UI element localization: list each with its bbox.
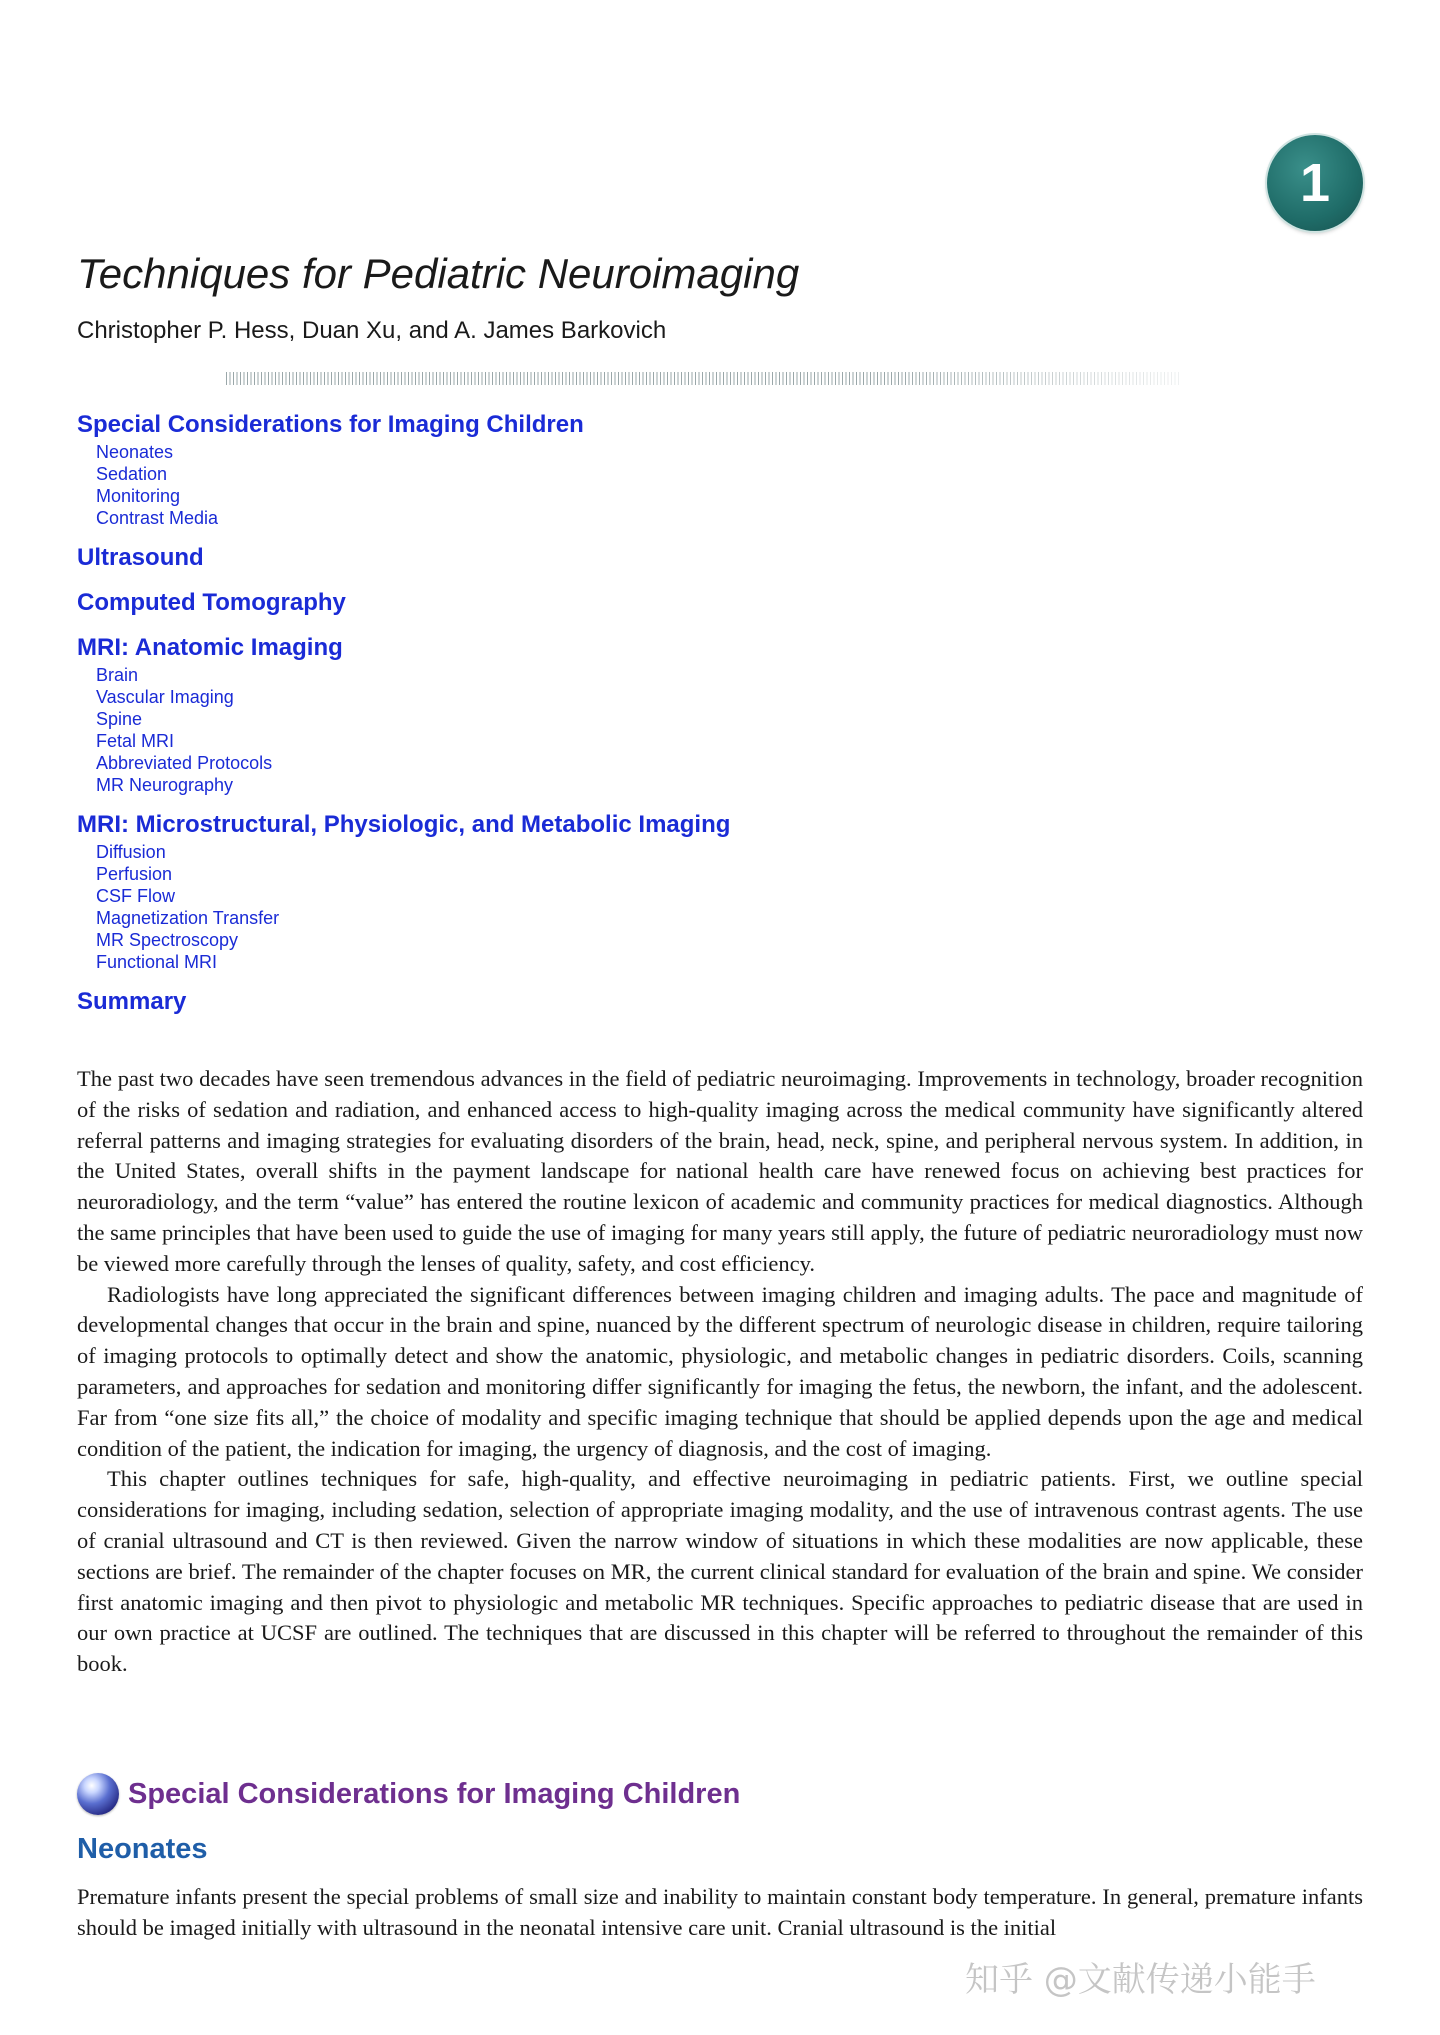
toc-section [77, 631, 977, 796]
intro-paragraph-3: This chapter outlines techniques for safe, high-quality, and effective neuroimaging in pediatric patients. First, we outline special considerations for imaging, including sedation, selection of appropriate imaging modality, and the use of intravenous contrast agents. The use of cranial ultrasound and CT is then reviewed. Given the narrow window of situations in which these modalities are now applicable, these sections are brief. The remainder of the chapter focuses on MR, the current clinical standard for evaluation of the brain and spine. We consider first anatomic imaging and then pivot to physiologic and metabolic MR techniques. Specific approaches to pediatric disease that are used in our own practice at UCSF are outlined. The techniques that are discussed in this chapter will be referred to throughout the remainder of this book. [77, 1466, 1363, 1677]
chapter-outline [77, 408, 977, 1030]
toc-section [77, 808, 977, 973]
section-title: Special Considerations for Imaging Children [128, 1777, 741, 1810]
toc-heading-computed-tomography[interactable]: Computed Tomography [77, 589, 346, 616]
toc-item-spine[interactable]: Spine [96, 709, 143, 729]
toc-heading-mri-anatomic[interactable]: MRI: Anatomic Imaging [77, 634, 343, 661]
zhihu-watermark: 知乎 @文献传递小能手 [965, 1960, 1316, 2000]
toc-heading-summary[interactable]: Summary [77, 988, 187, 1015]
intro-paragraph-2: Radiologists have long appreciated the significant differences between imaging children and imaging adults. The pace and magnitude of developmental changes that occur in the brain and spine, nuanced by the different spectrum of neurologic disease in children, require tailoring of imaging protocols to optimally detect and show the anatomic, physiologic, and metabolic changes in pediatric disorders. Coils, scanning parameters, and approaches for sedation and monitoring differ significantly for imaging the fetus, the newborn, the infant, and the adolescent. Far from “one size fits all,” the choice of modality and specific imaging technique that should be applied depends upon the age and medical condition of the patient, the indication for imaging, the urgency of diagnosis, and the cost of imaging. [77, 1281, 1363, 1461]
toc-item-contrast-media[interactable]: Contrast Media [96, 508, 219, 528]
toc-item-functional-mri[interactable]: Functional MRI [96, 952, 218, 972]
decorative-rule [226, 372, 1181, 385]
toc-section [77, 586, 977, 619]
subsection-title: Neonates [77, 1833, 208, 1865]
toc-item-brain[interactable]: Brain [96, 665, 139, 685]
toc-item-abbreviated-protocols[interactable]: Abbreviated Protocols [96, 753, 273, 773]
toc-item-neonates[interactable]: Neonates [96, 442, 174, 462]
sphere-bullet-icon [77, 1773, 119, 1815]
toc-item-mr-neurography[interactable]: MR Neurography [96, 775, 234, 795]
toc-item-vascular-imaging[interactable]: Vascular Imaging [96, 687, 234, 707]
toc-heading-mri-microstructural[interactable]: MRI: Microstructural, Physiologic, and Metabolic Imaging [77, 811, 731, 838]
toc-heading-ultrasound[interactable]: Ultrasound [77, 544, 204, 571]
chapter-number-badge: 1 [1267, 135, 1363, 231]
intro-paragraph-1: The past two decades have seen tremendous advances in the field of pediatric neuroimaging. Improvements in technology, broader recognition of the risks of sedation and radiation, and enhanced access to high-quality imaging across the medical community have significantly altered referral patterns and imaging strategies for evaluating disorders of the brain, head, neck, spine, and peripheral nervous system. In addition, in the United States, overall shifts in the payment landscape for national health care have renewed focus on achieving best practices for neuroradiology, and the term “value” has entered the routine lexicon of academic and community practices for medical diagnostics. Although the same principles that have been used to guide the use of imaging for many years still apply, the future of pediatric neuroradiology must now be viewed more carefully through the lenses of quality, safety, and cost efficiency. [77, 1066, 1363, 1276]
chapter-authors: Christopher P. Hess, Duan Xu, and A. James Barkovich [77, 317, 667, 344]
toc-item-csf-flow[interactable]: CSF Flow [96, 886, 176, 906]
toc-item-fetal-mri[interactable]: Fetal MRI [96, 731, 175, 751]
intro-body [77, 1064, 1363, 1680]
toc-item-magnetization-transfer[interactable]: Magnetization Transfer [96, 908, 280, 928]
toc-item-mr-spectroscopy[interactable]: MR Spectroscopy [96, 930, 239, 950]
toc-item-perfusion[interactable]: Perfusion [96, 864, 173, 884]
toc-section [77, 541, 977, 574]
toc-item-sedation[interactable]: Sedation [96, 464, 168, 484]
toc-section [77, 408, 977, 529]
toc-heading-special-considerations[interactable]: Special Considerations for Imaging Children [77, 411, 584, 438]
toc-item-monitoring[interactable]: Monitoring [96, 486, 181, 506]
section-heading [77, 1772, 740, 1816]
toc-section [77, 985, 977, 1018]
chapter-title: Techniques for Pediatric Neuroimaging [77, 250, 800, 297]
toc-item-diffusion[interactable]: Diffusion [96, 842, 166, 862]
neonates-paragraph: Premature infants present the special problems of small size and inability to maintain constant body temperature. In general, premature infants should be imaged initially with ultrasound in the neonatal intensive care unit. Cranial ultrasound is the initial [77, 1884, 1363, 1940]
